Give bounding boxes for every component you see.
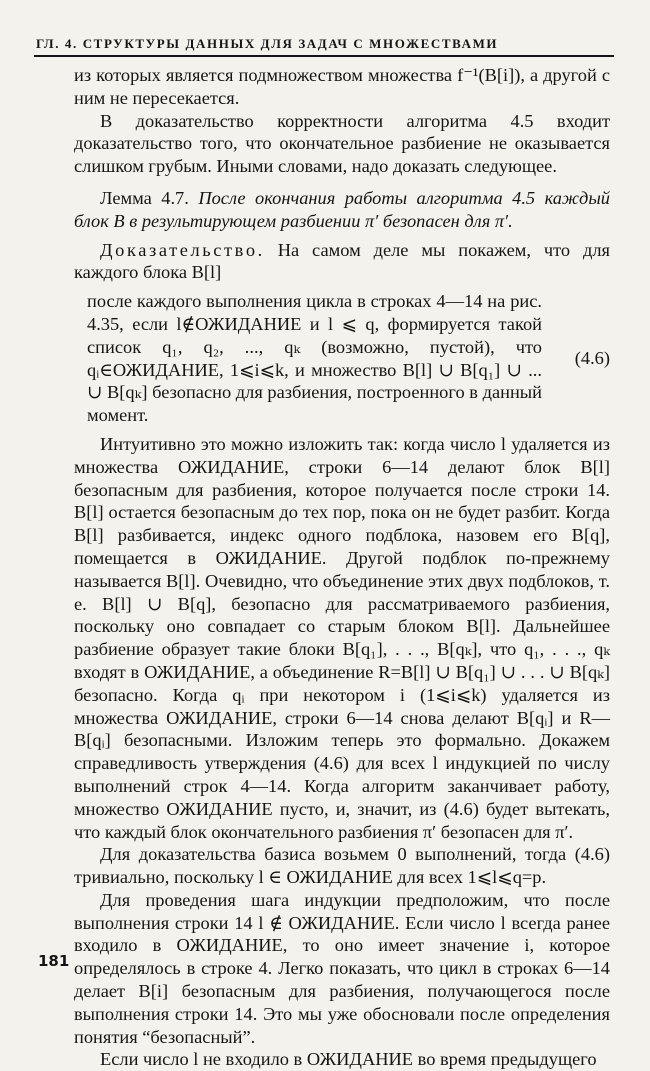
running-header: ГЛ. 4. СТРУКТУРЫ ДАННЫХ ДЛЯ ЗАДАЧ С МНОЖЕСТВАМИ bbox=[36, 36, 499, 51]
statement-body: после каждого выполнения цикла в строках 4—14 на рис. 4.35, если l∉ОЖИДАНИЕ и l ⩽ q, формируется такой список q₁, q₂, ..., qₖ (возможно, пустой), что qᵢ∈ОЖИДАНИЕ, 1⩽i⩽k, и множество B[l] ∪ B[q₁] ∪ ... ∪ B[qₖ] безопасно для разбиения, построенного в данный момент. bbox=[87, 291, 542, 426]
equation-number: (4.6) bbox=[574, 348, 610, 369]
paragraph-induction: Для проведения шага индукции предположим, что после выполнения строки 14 l ∉ ОЖИДАНИЕ. Если число l всегда ранее входило в ОЖИДАНИЕ, то оно имеет значение i, которое определялось в строке 4. Легко показать, что цикл в строках 6—14 делает B[i] безопасным для разбиения, получающегося после выполнения строки 14. Это мы уже обосновали после определения понятия “безопасный”. bbox=[74, 889, 610, 1047]
lemma-label: Лемма 4.7. bbox=[100, 187, 189, 208]
paragraph-continuation: из которых является подмножеством множества f⁻¹(B[i]), а другой с ним не пересекается. bbox=[74, 65, 610, 108]
page-number: 181 bbox=[38, 952, 70, 970]
page-body bbox=[74, 64, 610, 1071]
lemma-statement bbox=[74, 187, 610, 233]
paragraph-correctness: В доказательство корректности алгоритма 4.5 входит доказательство того, что окончательное разбиение не оказывается слишком грубым. Иными словами, надо доказать следующее. bbox=[74, 110, 610, 177]
paragraph-basis: Для доказательства базиса возьмем 0 выполнений, тогда (4.6) тривиально, поскольку l ∈ ОЖИДАНИЕ для всех 1⩽l⩽q=p. bbox=[74, 844, 610, 888]
paragraph-last: Если число l не входило в ОЖИДАНИЕ во время предыдущего bbox=[100, 1049, 597, 1070]
lemma-text: После окончания работы алгоритма 4.5 каждый блок B в результирующем разбиении π′ безопасен для π′. bbox=[74, 187, 610, 231]
paragraph-intuition: Интуитивно это можно изложить так: когда число l удаляется из множества ОЖИДАНИЕ, строки 6—14 делают блок B[l] безопасным для разбиения, которое получается после строки 14. B[l] остается безопасным до тех пор, пока он не будет разбит. Когда B[l] разбивается, индекс одного подблока, назовем его B[q], помещается в ОЖИДАНИЕ. Другой подблок по-прежнему называется B[l]. Очевидно, что объединение этих двух подблоков, т. е. B[l] ∪ B[q], безопасно для рассматриваемого разбиения, поскольку оно совпадает со старым блоком B[l]. Дальнейшее разбиение образует такие блоки B[q₁], . . ., B[qₖ], что q₁, . . ., qₖ входят в ОЖИДАНИЕ, а объединение R=B[l] ∪ B[q₁] ∪ . . . ∪ B[qₖ] безопасно. Когда qᵢ при некотором i (1⩽i⩽k) удаляется из множества ОЖИДАНИЕ, строки 6—14 снова делают B[qᵢ] и R—B[qᵢ] безопасными. Изложим теперь это формально. Докажем справедливость утверждения (4.6) для всех l индукцией по числу выполнений строк 4—14. Когда алгоритм заканчивает работу, множество ОЖИДАНИЕ пусто, и, значит, из (4.6) будет вытекать, что каждый блок окончательного разбиения π′ безопасен для π′. bbox=[74, 433, 610, 842]
proof-label: Доказательство. bbox=[100, 239, 265, 260]
statement-4-6 bbox=[74, 290, 610, 427]
proof-text: На самом деле мы покажем, что для каждого блока B[l] bbox=[74, 239, 610, 283]
proof-intro bbox=[74, 239, 610, 285]
statement-text bbox=[87, 290, 542, 427]
header-rule bbox=[34, 55, 614, 57]
